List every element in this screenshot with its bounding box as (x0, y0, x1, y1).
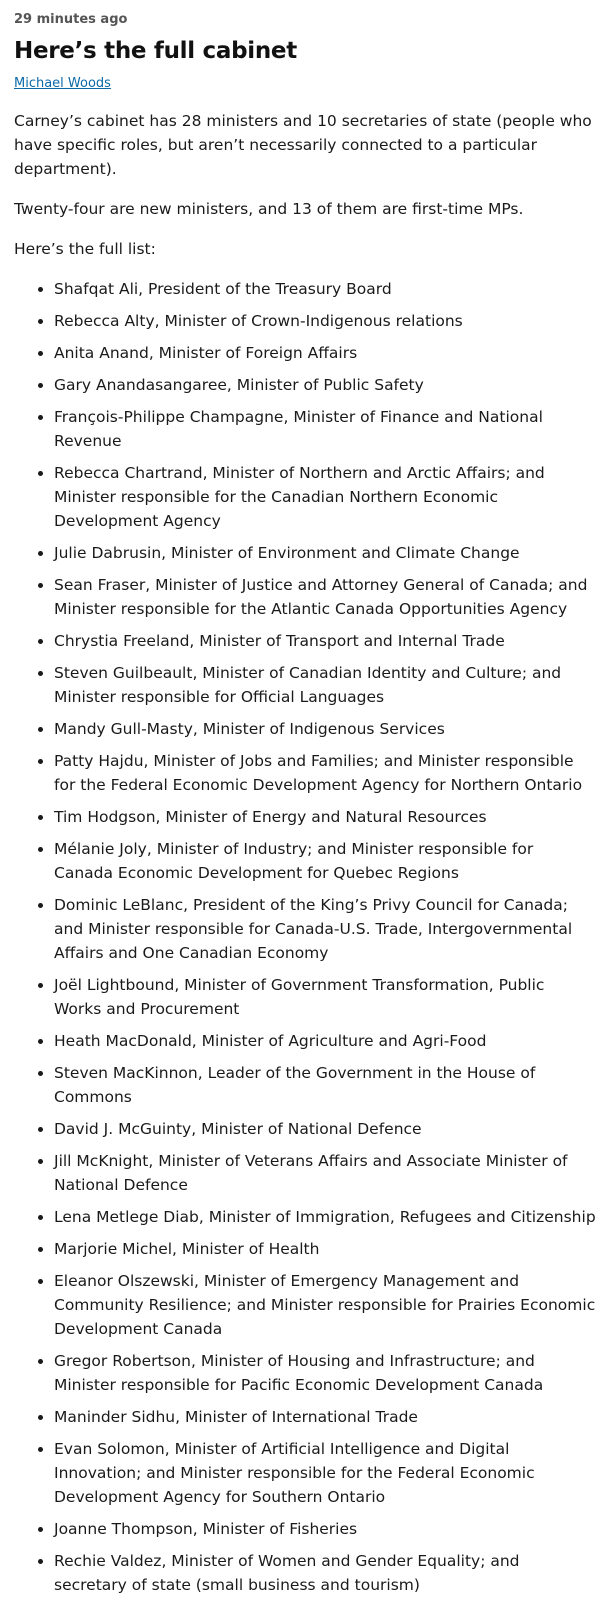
list-item: • Evan Solomon, Minister of Artificial Intelligence and Digital Innovation; and Minister responsible for the Federal Economic Development Agency for Southern Ontario (54, 1437, 596, 1509)
list-item: • Steven MacKinnon, Leader of the Government in the House of Commons (54, 1061, 596, 1109)
list-item: • Mandy Gull-Masty, Minister of Indigenous Services (54, 717, 596, 741)
list-item: • David J. McGuinty, Minister of National Defence (54, 1117, 596, 1141)
list-item: • Gregor Robertson, Minister of Housing and Infrastructure; and Minister responsible for Pacific Economic Development Canada (54, 1349, 596, 1397)
post-timestamp: 29 minutes ago (14, 12, 128, 27)
list-item: • Julie Dabrusin, Minister of Environment and Climate Change (54, 541, 596, 565)
list-item: • François-Philippe Champagne, Minister of Finance and National Revenue (54, 405, 596, 453)
list-item: • Anita Anand, Minister of Foreign Affairs (54, 341, 596, 365)
list-item: • Steven Guilbeault, Minister of Canadian Identity and Culture; and Minister responsible for Official Languages (54, 661, 596, 709)
list-item: • Shafqat Ali, President of the Treasury Board (54, 277, 596, 301)
paragraph: Twenty-four are new ministers, and 13 of them are first-time MPs. (14, 200, 524, 218)
list-item: • Lena Metlege Diab, Minister of Immigration, Refugees and Citizenship (54, 1205, 596, 1229)
list-item: • Rebecca Alty, Minister of Crown-Indigenous relations (54, 309, 596, 333)
list-item: • Marjorie Michel, Minister of Health (54, 1237, 596, 1261)
list-item: • Joël Lightbound, Minister of Government Transformation, Public Works and Procurement (54, 973, 596, 1021)
list-item: • Eleanor Olszewski, Minister of Emergency Management and Community Resilience; and Minister responsible for Prairies Economic Development Canada (54, 1269, 596, 1341)
paragraph: Here’s the full list: (14, 240, 156, 258)
list-item: • Jill McKnight, Minister of Veterans Affairs and Associate Minister of National Defence (54, 1149, 596, 1197)
author-link[interactable]: Michael Woods (14, 76, 111, 91)
list-item: • Tim Hodgson, Minister of Energy and Natural Resources (54, 805, 596, 829)
ministers-list (14, 277, 596, 1597)
list-item: • Mélanie Joly, Minister of Industry; and Minister responsible for Canada Economic Development for Quebec Regions (54, 837, 596, 885)
list-item: • Chrystia Freeland, Minister of Transport and Internal Trade (54, 629, 596, 653)
paragraph: Carney’s cabinet has 28 ministers and 10 secretaries of state (people who have specific roles, but aren’t necessarily connected to a particular department). (14, 112, 592, 178)
list-item: • Rebecca Chartrand, Minister of Northern and Arctic Affairs; and Minister responsible for the Canadian Northern Economic Development Agency (54, 461, 596, 533)
list-item: • Heath MacDonald, Minister of Agriculture and Agri-Food (54, 1029, 596, 1053)
list-item: • Maninder Sidhu, Minister of International Trade (54, 1405, 596, 1429)
list-item: • Patty Hajdu, Minister of Jobs and Families; and Minister responsible for the Federal Economic Development Agency for Northern Ontario (54, 749, 596, 797)
list-item: • Dominic LeBlanc, President of the King’s Privy Council for Canada; and Minister responsible for Canada-U.S. Trade, Intergovernmental Affairs and One Canadian Economy (54, 893, 596, 965)
list-item: • Gary Anandasangaree, Minister of Public Safety (54, 373, 596, 397)
list-item: • Joanne Thompson, Minister of Fisheries (54, 1517, 596, 1541)
post-headline: Here’s the full cabinet (14, 38, 297, 64)
list-item: • Sean Fraser, Minister of Justice and Attorney General of Canada; and Minister responsible for the Atlantic Canada Opportunities Agency (54, 573, 596, 621)
list-item: • Rechie Valdez, Minister of Women and Gender Equality; and secretary of state (small business and tourism) (54, 1549, 596, 1597)
